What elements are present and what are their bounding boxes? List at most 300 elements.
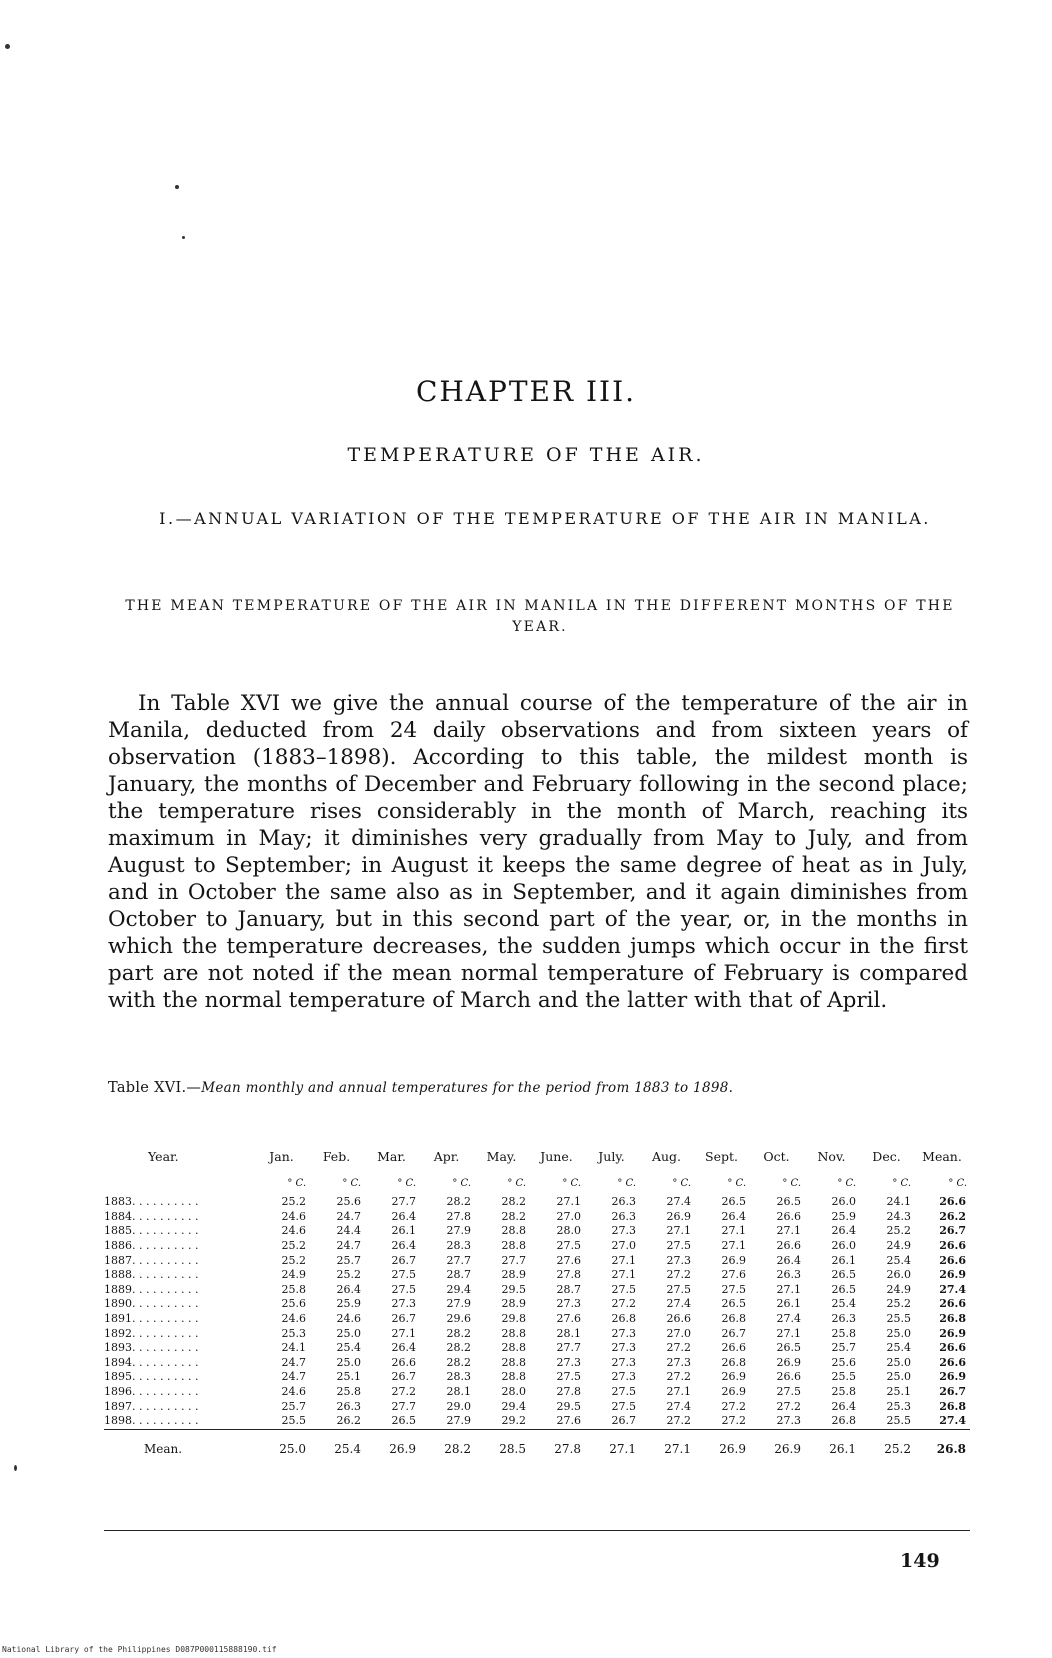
temperature-cell: 26.6 (391, 1355, 416, 1369)
temperature-cell: 25.2 (281, 1253, 306, 1267)
header-may: May. (486, 1149, 517, 1164)
temperature-cell: 27.1 (721, 1224, 746, 1238)
overall-mean-cell: 26.8 (914, 1429, 970, 1456)
annual-mean-cell: 26.6 (939, 1238, 966, 1252)
unit-cell: ° C. (948, 1177, 967, 1189)
temperature-cell: 28.0 (556, 1224, 581, 1238)
temperature-cell: 25.8 (831, 1384, 856, 1398)
temperature-cell: 27.2 (776, 1399, 801, 1413)
mean-cell: 25.2 (859, 1429, 914, 1456)
temperature-cell: 27.3 (611, 1326, 636, 1340)
temperature-cell: 27.2 (611, 1297, 636, 1311)
temperature-cell: 27.5 (611, 1282, 636, 1296)
temperature-cell: 29.5 (556, 1399, 581, 1413)
temperature-cell: 27.9 (446, 1414, 471, 1428)
mean-cell: 26.1 (804, 1429, 859, 1456)
temperature-cell: 26.4 (831, 1224, 856, 1238)
unit-cell: ° C. (452, 1177, 471, 1189)
temperature-cell: 28.2 (446, 1195, 471, 1209)
temperature-cell: 27.3 (666, 1355, 691, 1369)
header-mean: Mean. (922, 1149, 962, 1164)
mean-row-label: Mean. (104, 1429, 254, 1456)
temperature-cell: 28.9 (501, 1297, 526, 1311)
temperature-cell: 26.0 (831, 1195, 856, 1209)
temperature-cell: 26.5 (776, 1195, 801, 1209)
header-dec: Dec. (872, 1149, 901, 1164)
temperature-cell: 25.8 (831, 1326, 856, 1340)
temperature-cell: 28.7 (446, 1268, 471, 1282)
temperature-cell: 28.7 (556, 1282, 581, 1296)
table-row (104, 1224, 970, 1239)
temperature-cell: 28.8 (501, 1224, 526, 1238)
year-label: 1889 (104, 1282, 132, 1296)
temperature-cell: 26.5 (776, 1341, 801, 1355)
temperature-cell: 27.5 (556, 1370, 581, 1384)
temperature-cell: 27.2 (666, 1414, 691, 1428)
header-mar: Mar. (377, 1149, 406, 1164)
temperature-cell: 26.3 (611, 1209, 636, 1223)
temperature-cell: 24.1 (281, 1341, 306, 1355)
temperature-cell: 25.8 (336, 1384, 361, 1398)
mean-cell: 28.2 (419, 1429, 474, 1456)
temperature-cell: 24.9 (886, 1238, 911, 1252)
temperature-cell: 27.4 (666, 1399, 691, 1413)
temperature-cell: 25.2 (886, 1297, 911, 1311)
annual-mean-cell: 26.6 (939, 1355, 966, 1369)
temperature-cell: 25.4 (336, 1341, 361, 1355)
temperature-cell: 26.8 (831, 1414, 856, 1428)
temperature-cell: 26.6 (721, 1341, 746, 1355)
temperature-cell: 28.8 (501, 1370, 526, 1384)
temperature-cell: 28.1 (446, 1384, 471, 1398)
temperature-cell: 27.5 (611, 1384, 636, 1398)
temperature-cell: 25.2 (281, 1238, 306, 1252)
header-oct: Oct. (763, 1149, 790, 1164)
year-cell: 1889. . . . . . . . . . (104, 1282, 199, 1296)
temperature-cell: 28.8 (501, 1238, 526, 1252)
temperature-cell: 27.6 (556, 1253, 581, 1267)
temperature-cell: 27.6 (556, 1414, 581, 1428)
temperature-cell: 27.5 (666, 1238, 691, 1252)
temperature-cell: 28.2 (446, 1355, 471, 1369)
temperature-cell: 28.8 (501, 1341, 526, 1355)
temperature-cell: 26.6 (776, 1238, 801, 1252)
temperature-cell: 26.8 (611, 1311, 636, 1325)
temperature-cell: 25.0 (886, 1370, 911, 1384)
year-label: 1898 (104, 1414, 132, 1428)
temperature-cell: 27.5 (556, 1238, 581, 1252)
table-row (104, 1312, 970, 1327)
mean-cell: 27.8 (529, 1429, 584, 1456)
temperature-cell: 25.1 (886, 1384, 911, 1398)
temperature-cell: 26.0 (886, 1268, 911, 1282)
unit-cell: ° C. (727, 1177, 746, 1189)
temperature-cell: 26.4 (336, 1282, 361, 1296)
temperature-cell: 24.4 (336, 1224, 361, 1238)
temperature-cell: 27.7 (556, 1341, 581, 1355)
temperature-cell: 29.2 (501, 1414, 526, 1428)
mean-cell: 26.9 (364, 1429, 419, 1456)
temperature-cell: 27.3 (611, 1341, 636, 1355)
temperature-cell: 26.7 (611, 1414, 636, 1428)
header-sept: Sept. (705, 1149, 738, 1164)
unit-cell: ° C. (892, 1177, 911, 1189)
temperature-cell: 27.1 (776, 1224, 801, 1238)
temperature-cell: 26.4 (391, 1238, 416, 1252)
annual-mean-cell: 27.4 (939, 1282, 966, 1296)
table-row (104, 1268, 970, 1283)
temperature-cell: 24.9 (281, 1268, 306, 1282)
temperature-cell: 28.0 (501, 1384, 526, 1398)
temperature-cell: 29.6 (446, 1311, 471, 1325)
temperature-cell: 24.6 (281, 1224, 306, 1238)
annual-mean-cell: 26.6 (939, 1297, 966, 1311)
temperature-cell: 28.8 (501, 1355, 526, 1369)
body-paragraph: In Table XVI we give the annual course of the temperature of the air in Manila, deducted from 24 daily observations and from sixteen years of observation (1883–1898). According to this table, the mildest month is January, the months of December and February following in the second place; the temperature rises considerably in the month of March, reaching its maximum in May; it diminishes very gradually from May to July, and from August to September; in August it keeps the same degree of heat as in July, and in October the same also as in September, and it again diminishes from October to January, but in this second part of the year, or, in the months in which the temperature decreases, the sudden jumps which occur in the first part are not noted if the mean normal temperature of February is compared with the normal temperature of March and the latter with that of April. (108, 691, 968, 1013)
temperature-cell: 26.3 (831, 1311, 856, 1325)
temperature-cell: 26.7 (721, 1326, 746, 1340)
temperature-cell: 29.5 (501, 1282, 526, 1296)
temperature-cell: 27.6 (721, 1268, 746, 1282)
year-cell: 1896. . . . . . . . . . (104, 1384, 199, 1398)
year-label: 1884 (104, 1209, 132, 1223)
year-cell: 1883. . . . . . . . . . (104, 1195, 199, 1209)
temperature-cell: 27.1 (666, 1384, 691, 1398)
table-caption-label: Table XVI.— (108, 1080, 202, 1096)
year-cell: 1895. . . . . . . . . . (104, 1370, 199, 1384)
table-caption-text: Mean monthly and annual temperatures for the period from 1883 to 1898. (201, 1080, 734, 1096)
year-label: 1895 (104, 1370, 132, 1384)
temperature-cell: 27.1 (611, 1268, 636, 1282)
temperature-cell: 26.6 (776, 1370, 801, 1384)
chapter-heading: CHAPTER III. (415, 375, 637, 408)
temperature-cell: 27.9 (446, 1224, 471, 1238)
temperature-cell: 25.2 (886, 1224, 911, 1238)
temperature-cell: 28.8 (501, 1326, 526, 1340)
temperature-cell: 27.2 (721, 1399, 746, 1413)
temperature-cell: 27.1 (556, 1195, 581, 1209)
table-row (104, 1400, 970, 1415)
year-label: 1887 (104, 1253, 132, 1267)
annual-mean-cell: 26.7 (939, 1384, 966, 1398)
temperature-cell: 29.4 (446, 1282, 471, 1296)
annual-mean-cell: 26.9 (939, 1370, 966, 1384)
unit-cell: ° C. (562, 1177, 581, 1189)
temperature-cell: 26.6 (776, 1209, 801, 1223)
year-cell: 1887. . . . . . . . . . (104, 1253, 199, 1267)
temperature-cell: 25.6 (336, 1195, 361, 1209)
temperature-cell: 27.7 (391, 1399, 416, 1413)
annual-mean-cell: 26.7 (939, 1224, 966, 1238)
temperature-cell: 27.3 (556, 1297, 581, 1311)
temperature-cell: 28.3 (446, 1370, 471, 1384)
temperature-cell: 24.3 (886, 1209, 911, 1223)
temperature-cell: 27.2 (666, 1268, 691, 1282)
table-row (104, 1341, 970, 1356)
temperature-cell: 26.3 (611, 1195, 636, 1209)
temperature-cell: 26.4 (391, 1341, 416, 1355)
temperature-cell: 27.4 (776, 1311, 801, 1325)
annual-mean-cell: 26.9 (939, 1326, 966, 1340)
temperature-cell: 24.6 (281, 1384, 306, 1398)
year-cell: 1897. . . . . . . . . . (104, 1399, 199, 1413)
temperature-cell: 25.7 (336, 1253, 361, 1267)
year-label: 1897 (104, 1399, 132, 1413)
temperature-cell: 26.5 (721, 1297, 746, 1311)
temperature-cell: 25.8 (281, 1282, 306, 1296)
table-row (104, 1356, 970, 1371)
year-label: 1893 (104, 1341, 132, 1355)
temperature-cell: 27.5 (666, 1282, 691, 1296)
unit-cell: ° C. (837, 1177, 856, 1189)
temperature-cell: 27.5 (391, 1268, 416, 1282)
temperature-cell: 27.3 (556, 1355, 581, 1369)
temperature-cell: 27.7 (501, 1253, 526, 1267)
mean-cell: 25.0 (254, 1429, 309, 1456)
temperature-cell: 26.7 (391, 1253, 416, 1267)
temperature-cell: 25.3 (281, 1326, 306, 1340)
temperature-cell: 27.3 (611, 1370, 636, 1384)
table-row (104, 1210, 970, 1225)
temperature-cell: 28.3 (446, 1238, 471, 1252)
year-label: 1894 (104, 1355, 132, 1369)
table-header-row (104, 1150, 970, 1177)
temperature-cell: 26.5 (831, 1282, 856, 1296)
temperature-cell: 25.5 (886, 1414, 911, 1428)
temperature-cell: 29.8 (501, 1311, 526, 1325)
table-row (104, 1297, 970, 1312)
year-cell: 1892. . . . . . . . . . (104, 1326, 199, 1340)
temperature-cell: 25.9 (831, 1209, 856, 1223)
temperature-cell: 27.7 (391, 1195, 416, 1209)
annual-mean-cell: 26.8 (939, 1399, 966, 1413)
temperature-cell: 27.1 (776, 1326, 801, 1340)
mean-row (104, 1429, 970, 1456)
table-row (104, 1239, 970, 1254)
temperature-cell: 25.0 (336, 1326, 361, 1340)
temperature-cell: 27.5 (391, 1282, 416, 1296)
temperature-cell: 27.6 (556, 1311, 581, 1325)
temperature-cell: 26.0 (831, 1238, 856, 1252)
table-row (104, 1283, 970, 1298)
temperature-cell: 27.1 (611, 1253, 636, 1267)
temperature-cell: 26.5 (721, 1195, 746, 1209)
temperature-cell: 25.7 (831, 1341, 856, 1355)
temperature-cell: 24.7 (281, 1355, 306, 1369)
temperature-cell: 27.7 (446, 1253, 471, 1267)
subsection-heading: THE MEAN TEMPERATURE OF THE AIR IN MANILA IN THE DIFFERENT MONTHS OF THE YEAR. (125, 598, 955, 635)
annual-mean-cell: 26.6 (939, 1253, 966, 1267)
unit-cell: ° C. (617, 1177, 636, 1189)
table-row (104, 1195, 970, 1210)
year-cell: 1884. . . . . . . . . . (104, 1209, 199, 1223)
temperature-cell: 27.9 (446, 1297, 471, 1311)
temperature-cell: 25.1 (336, 1370, 361, 1384)
temperature-cell: 24.9 (886, 1282, 911, 1296)
year-cell: 1888. . . . . . . . . . (104, 1268, 199, 1282)
temperature-cell: 24.7 (281, 1370, 306, 1384)
mean-cell: 27.1 (639, 1429, 694, 1456)
temperature-cell: 26.1 (776, 1297, 801, 1311)
temperature-cell: 26.9 (666, 1209, 691, 1223)
temperature-cell: 28.2 (501, 1209, 526, 1223)
annual-mean-cell: 26.9 (939, 1268, 966, 1282)
year-cell: 1898. . . . . . . . . . (104, 1414, 199, 1428)
temperature-cell: 25.6 (831, 1355, 856, 1369)
temperature-cell: 26.5 (831, 1268, 856, 1282)
temperature-cell: 27.8 (556, 1268, 581, 1282)
temperature-cell: 26.9 (721, 1370, 746, 1384)
temperature-cell: 25.3 (886, 1399, 911, 1413)
table-row (104, 1414, 970, 1429)
temperature-cell: 27.4 (666, 1297, 691, 1311)
annual-mean-cell: 26.2 (939, 1209, 966, 1223)
mean-cell: 28.5 (474, 1429, 529, 1456)
temperature-cell: 25.2 (281, 1195, 306, 1209)
temperature-cell: 27.5 (721, 1282, 746, 1296)
year-label: 1890 (104, 1297, 132, 1311)
unit-cell: ° C. (782, 1177, 801, 1189)
header-year: Year. (148, 1149, 179, 1164)
temperature-cell: 27.0 (556, 1209, 581, 1223)
temperature-cell: 27.1 (776, 1282, 801, 1296)
year-cell: 1891. . . . . . . . . . (104, 1311, 199, 1325)
scan-speck (182, 236, 185, 239)
page-number: 149 (900, 1550, 940, 1572)
temperature-cell: 24.1 (886, 1195, 911, 1209)
temperature-cell: 27.1 (721, 1238, 746, 1252)
temperature-cell: 26.8 (721, 1355, 746, 1369)
temperature-cell: 24.6 (336, 1311, 361, 1325)
table-row (104, 1254, 970, 1269)
scan-footer: National Library of the Philippines D087P000115888190.tif (2, 1645, 277, 1654)
year-label: 1896 (104, 1384, 132, 1398)
year-cell: 1885. . . . . . . . . . (104, 1224, 199, 1238)
units-row (104, 1177, 970, 1196)
temperature-cell: 27.0 (666, 1326, 691, 1340)
unit-cell: ° C. (672, 1177, 691, 1189)
annual-mean-cell: 26.8 (939, 1311, 966, 1325)
temperature-cell: 26.4 (391, 1209, 416, 1223)
year-label: 1892 (104, 1326, 132, 1340)
temperature-cell: 28.9 (501, 1268, 526, 1282)
temperature-cell: 26.4 (776, 1253, 801, 1267)
year-label: 1885 (104, 1224, 132, 1238)
temperature-cell: 25.5 (886, 1311, 911, 1325)
mean-cell: 25.4 (309, 1429, 364, 1456)
temperature-cell: 26.8 (721, 1311, 746, 1325)
temperature-cell: 26.4 (721, 1209, 746, 1223)
temperature-cell: 26.3 (776, 1268, 801, 1282)
temperature-cell: 27.3 (391, 1297, 416, 1311)
temperature-cell: 27.2 (391, 1384, 416, 1398)
temperature-cell: 27.0 (611, 1238, 636, 1252)
header-july: July. (598, 1149, 625, 1164)
temperature-cell: 27.8 (446, 1209, 471, 1223)
temperature-cell: 25.7 (281, 1399, 306, 1413)
mean-cell: 26.9 (694, 1429, 749, 1456)
year-cell: 1886. . . . . . . . . . (104, 1238, 199, 1252)
temperature-cell: 25.5 (281, 1414, 306, 1428)
mean-cell: 26.9 (749, 1429, 804, 1456)
temperature-cell: 26.1 (391, 1224, 416, 1238)
temperature-cell: 25.0 (886, 1326, 911, 1340)
temperature-cell: 24.6 (281, 1311, 306, 1325)
header-feb: Feb. (322, 1149, 351, 1164)
chapter-subtitle: TEMPERATURE OF THE AIR. (347, 444, 705, 466)
annual-mean-cell: 26.6 (939, 1195, 966, 1209)
scan-speck (5, 44, 10, 49)
temperature-cell: 28.2 (446, 1326, 471, 1340)
header-june: June. (540, 1149, 573, 1164)
table-row (104, 1370, 970, 1385)
temperature-cell: 29.0 (446, 1399, 471, 1413)
header-apr: Apr. (433, 1149, 460, 1164)
annual-mean-cell: 27.4 (939, 1414, 966, 1428)
temperature-cell: 26.7 (391, 1311, 416, 1325)
year-label: 1888 (104, 1268, 132, 1282)
temperature-cell: 27.1 (666, 1224, 691, 1238)
table-caption (108, 1080, 968, 1096)
temperature-cell: 29.4 (501, 1399, 526, 1413)
temperature-cell: 24.7 (336, 1209, 361, 1223)
temperature-cell: 26.3 (336, 1399, 361, 1413)
year-label: 1883 (104, 1195, 132, 1209)
unit-cell: ° C. (342, 1177, 361, 1189)
section-heading: I.—ANNUAL VARIATION OF THE TEMPERATURE OF THE AIR IN MANILA. (159, 509, 931, 528)
temperature-cell: 27.5 (776, 1384, 801, 1398)
year-cell: 1893. . . . . . . . . . (104, 1341, 199, 1355)
scan-speck (175, 185, 179, 189)
table-body (104, 1177, 970, 1457)
temperature-cell: 27.8 (556, 1384, 581, 1398)
annual-mean-cell: 26.6 (939, 1341, 966, 1355)
temperature-cell: 25.5 (831, 1370, 856, 1384)
temperature-cell: 25.9 (336, 1297, 361, 1311)
temperature-cell: 27.1 (391, 1326, 416, 1340)
table-row (104, 1327, 970, 1342)
unit-cell: ° C. (507, 1177, 526, 1189)
temperature-cell: 27.2 (721, 1414, 746, 1428)
header-jan: Jan. (269, 1149, 294, 1164)
temperature-cell: 25.6 (281, 1297, 306, 1311)
temperature-cell: 25.0 (886, 1355, 911, 1369)
scan-speck (14, 1465, 17, 1471)
year-cell: 1894. . . . . . . . . . (104, 1355, 199, 1369)
temperature-cell: 25.2 (336, 1268, 361, 1282)
temperature-cell: 26.1 (831, 1253, 856, 1267)
table-row (104, 1385, 970, 1400)
year-label: 1891 (104, 1311, 132, 1325)
temperature-cell: 25.0 (336, 1355, 361, 1369)
temperature-cell: 27.2 (666, 1370, 691, 1384)
header-nov: Nov. (817, 1149, 846, 1164)
temperature-cell: 27.3 (611, 1355, 636, 1369)
year-cell: 1890. . . . . . . . . . (104, 1297, 199, 1311)
temperature-cell: 26.9 (721, 1384, 746, 1398)
temperature-cell: 26.2 (336, 1414, 361, 1428)
temperature-cell: 27.3 (611, 1224, 636, 1238)
temperature-cell: 25.4 (831, 1297, 856, 1311)
temperature-cell: 28.2 (446, 1341, 471, 1355)
temperature-cell: 27.5 (611, 1399, 636, 1413)
temperature-cell: 25.4 (886, 1341, 911, 1355)
year-label: 1886 (104, 1238, 132, 1252)
temperature-cell: 26.9 (721, 1253, 746, 1267)
unit-cell: ° C. (287, 1177, 306, 1189)
table-bottom-rule (104, 1530, 970, 1531)
temperature-cell: 26.4 (831, 1399, 856, 1413)
